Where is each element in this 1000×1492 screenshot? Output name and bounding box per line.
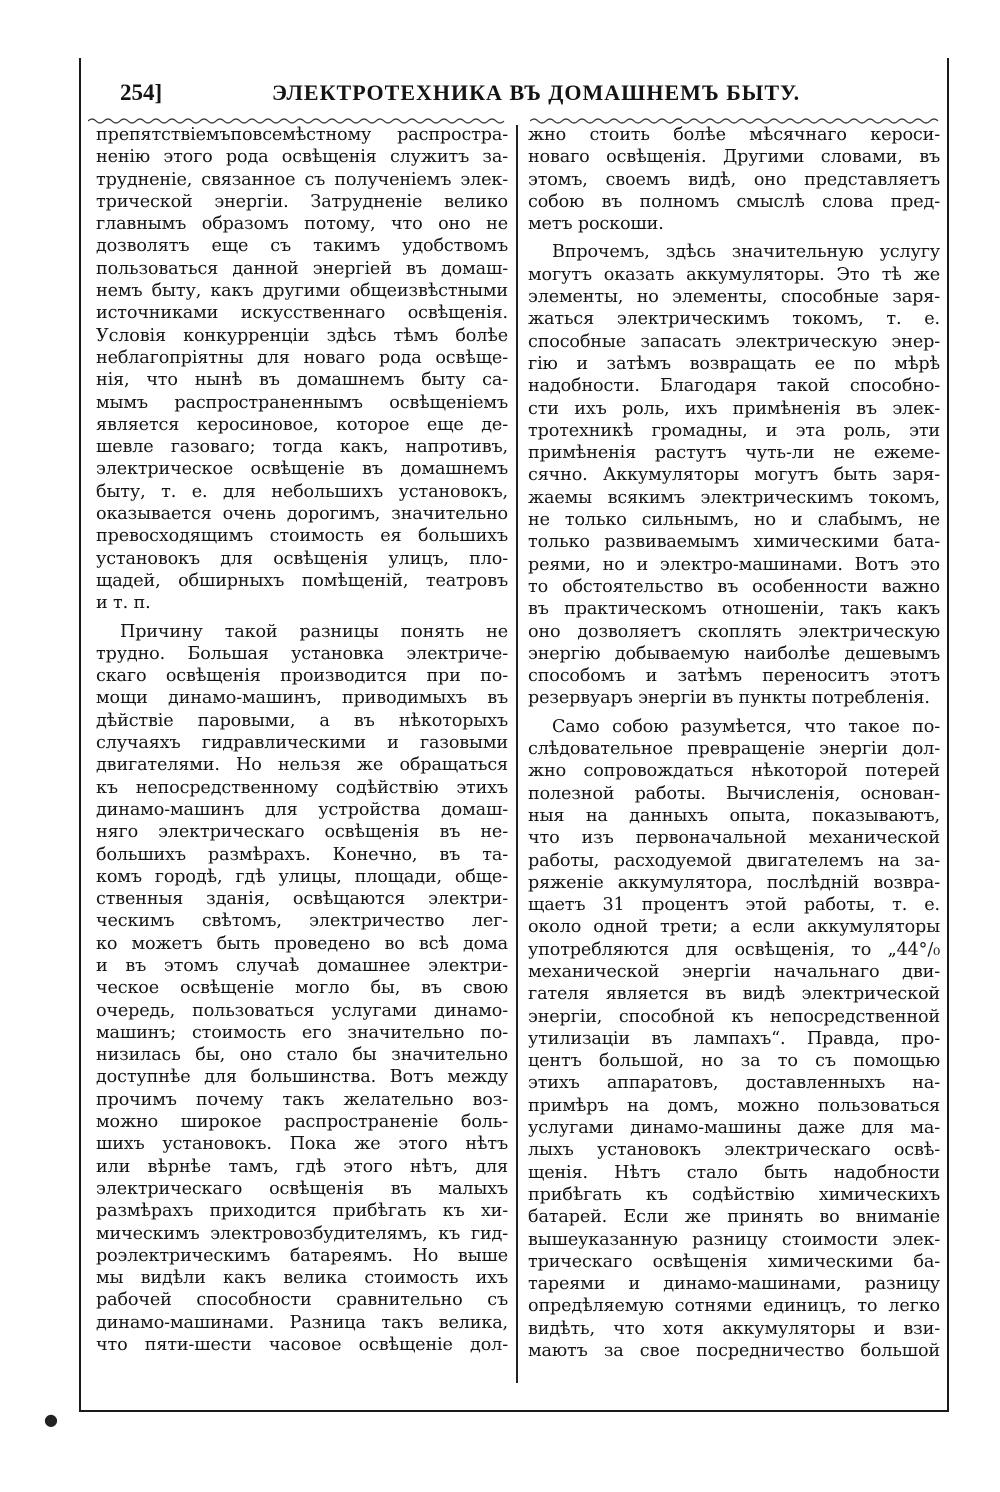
text-line: этомъ, своемъ видѣ, оно представляетъ [528,169,940,190]
text-line: прочимъ почему такъ желательно воз- [96,1089,508,1110]
text-line: Условія конкурренціи здѣсь тѣмъ болѣе [96,325,508,346]
text-line: ственныя зданія, освѣщаются электри- [96,889,508,910]
text-line: электрическаго освѣщенія въ малыхъ [96,1178,508,1199]
text-line: шевле газоваго; тогда какъ, напротивъ, [96,437,508,458]
text-line: центъ большой, но за то съ помощью [528,1051,940,1072]
text-line: услугами динамо-машины даже для ма- [528,1118,940,1139]
column-divider-rule [516,125,518,1383]
text-line: ческимъ свѣтомъ, электричество лег- [96,911,508,932]
text-line: опредѣляемую сотнями единицъ, то легко [528,1296,940,1317]
text-line: установокъ для освѣщенія улицъ, пло- [96,548,508,569]
text-line: превосходящимъ стоимость ея большихъ [96,526,508,547]
text-line: ческое освѣщеніе могло бы, въ свою [96,978,508,999]
text-line: большихъ размѣрахъ. Конечно, въ та- [96,844,508,865]
text-line: щенія. Нѣтъ стало быть надобности [528,1162,940,1183]
text-line: трудненіе, связанное съ полученіемъ элек- [96,169,508,190]
text-line: неблагопріятны для новаго рода освѣще- [96,347,508,368]
page-number: 254] [120,80,163,105]
text-line: реями, но и электро-машинами. Вотъ это [528,554,940,575]
text-line: трической энергіи. Затрудненіе велико [96,191,508,212]
text-line: употребляются для освѣщенія, то „44°/₀ [528,939,940,960]
text-line: и т. п. [96,593,151,614]
text-line: низилась бы, оно стало бы значительно [96,1045,508,1066]
text-line: Впрочемъ, здѣсь значительную услугу [552,242,940,263]
text-line: роэлектрическимъ батареямъ. Но выше [96,1245,508,1266]
text-line: няго электрическаго освѣщенія въ не- [96,822,508,843]
text-line: трудно. Большая установка электриче- [96,643,508,664]
text-line: видѣть, что хотя аккумуляторы и взи- [528,1318,940,1339]
text-line: вышеуказанную разницу стоимости элек- [528,1229,940,1250]
text-line: или вѣрнѣе тамъ, гдѣ этого нѣтъ, для [96,1156,508,1177]
text-line: то обстоятельство въ особенности важно [528,576,940,597]
text-line: щадей, обширныхъ помѣщеній, театровъ [96,570,508,591]
text-line: жно стоить болѣе мѣсячнаго кероси- [528,125,940,145]
text-line: мощи динамо-машинъ, приводимыхъ въ [96,688,508,709]
text-line: комъ городѣ, гдѣ улицы, площади, обще- [96,866,508,887]
text-line: этихъ аппаратовъ, доставленныхъ на- [528,1073,940,1094]
text-line: электрическое освѣщеніе въ домашнемъ [96,459,508,480]
text-line: Причину такой разницы понять не [120,621,508,642]
text-line: въ практическомъ отношеніи, такъ какъ [528,599,940,620]
text-line: мымъ распространеннымъ освѣщеніемъ [96,392,508,413]
text-line: скаго освѣщенія производится при по- [96,666,508,687]
text-line: что изъ первоначальной механической [528,828,940,849]
text-line: быту, т. е. для небольшихъ установокъ, [96,481,508,502]
page-frame-left-rule [79,58,81,1412]
text-line: сти ихъ роль, ихъ примѣненія въ элек- [528,398,940,419]
left-text-column [96,124,508,1356]
text-line: немъ быту, какъ другими общеизвѣстными [96,281,508,302]
text-line: не только сильнымъ, но и слабымъ, не [528,510,940,531]
text-line: двигателями. Но нельзя же обращаться [96,755,508,776]
text-line: гателя является въ видѣ электрической [528,984,940,1005]
text-line: доступнѣе для большинства. Вотъ между [96,1067,508,1088]
text-line: около одной трети; а если аккумуляторы [528,917,940,938]
text-line: примѣръ на домъ, можно пользоваться [528,1095,940,1116]
margin-ink-mark: ● [44,1410,58,1429]
text-line: можно широкое распространеніе боль- [96,1112,508,1133]
text-line: способные запасать электрическую энер- [528,331,940,352]
text-line: жаемы всякимъ электрическимъ токомъ, [528,487,940,508]
text-line: собою въ полномъ смыслѣ слова пред- [528,191,940,212]
right-text-column [528,124,940,1362]
text-line: батарей. Если же принять во вниманіе [528,1207,940,1228]
text-line: тареями и динамо-машинами, разницу [528,1274,940,1295]
text-line: ненію этого рода освѣщенія служитъ за- [96,147,508,168]
text-line: ко можетъ быть проведено во всѣ дома [96,933,508,954]
text-line: главнымъ образомъ потому, что оно не [96,214,508,235]
text-line: пользоваться данной энергіей въ домаш- [96,258,508,279]
text-line: могутъ оказать аккумуляторы. Это тѣ же [528,264,940,285]
text-line: метъ роскоши. [528,214,664,235]
text-line: источниками искусственнаго освѣщенія. [96,303,508,324]
text-line: сячно. Аккумуляторы могутъ быть заря- [528,465,940,486]
text-line: къ непосредственному содѣйствію этихъ [96,777,508,798]
text-line: Само собою разумѣется, что такое по- [552,716,940,737]
text-line: динамо-машинъ для устройства домаш- [96,799,508,820]
text-line: случаяхъ гидравлическими и газовыми [96,733,508,754]
text-line: маютъ за свое посредничество большой [528,1341,940,1362]
text-line: лыхъ установокъ электрическаго освѣ- [528,1140,940,1161]
text-line: тротехникѣ громадны, и эта роль, эти [528,420,940,441]
text-line: машинъ; стоимость его значительно по- [96,1022,508,1043]
text-line: очередь, пользоваться услугами динамо- [96,1000,508,1021]
text-line: оно дозволяетъ скоплять электрическую [528,621,940,642]
text-line: полезной работы. Вычисленія, основан- [528,783,940,804]
text-line: прибѣгать къ содѣйствію химическихъ [528,1184,940,1205]
text-line: мическимъ электровозбудителямъ, къ гид- [96,1223,508,1244]
text-line: жаться электрическимъ токомъ, т. е. [528,309,940,330]
text-line: надобности. Благодаря такой способно- [528,376,940,397]
text-line: нія, что нынѣ въ домашнемъ быту са- [96,370,508,391]
page-frame-right-rule [947,58,949,1412]
text-line: дѣйствіе паровыми, а въ нѣкоторыхъ [96,710,508,731]
text-line: щаетъ 31 процентъ этой работы, т. е. [528,895,940,916]
page-header [86,80,940,114]
text-line: работы, расходуемой двигателемъ на за- [528,850,940,871]
text-line: дозволятъ еще съ такимъ удобствомъ [96,236,508,257]
text-line: динамо-машинами. Разница такъ велика, [96,1312,508,1333]
text-line: слѣдовательное превращеніе энергіи дол- [528,739,940,760]
text-line: механической энергіи начальнаго дви- [528,961,940,982]
text-line: резервуаръ энергіи въ пункты потребленія. [528,688,930,709]
text-line: способомъ и затѣмъ переноситъ этотъ [528,666,940,687]
text-line: жно сопровождаться нѣкоторой потерей [528,761,940,782]
running-head-title: ЭЛЕКТРОТЕХНИКА ВЪ ДОМАШНЕМЪ БЫТУ. [272,80,801,105]
text-line: только развиваемымъ химическими бата- [528,532,940,553]
text-line: размѣрахъ приходится прибѣгать къ хи- [96,1201,508,1222]
text-line: энергіи, способной къ непосредственной [528,1006,940,1027]
text-line: элементы, но элементы, способные заря- [528,287,940,308]
page-frame-bottom-rule [79,1410,949,1412]
text-line: рабочей способности сравнительно съ [96,1290,508,1311]
text-line: новаго освѣщенія. Другими словами, въ [528,147,940,168]
text-line: примѣненія растутъ чуть-ли не ежеме- [528,443,940,464]
text-line: энергію добываемую наиболѣе дешевымъ [528,643,940,664]
text-line: шихъ установокъ. Пока же этого нѣтъ [96,1134,508,1155]
text-line: трическаго освѣщенія химическими ба- [528,1251,940,1272]
text-line: препятствіемъповсемѣстному распростра- [96,125,508,145]
text-line: утилизаціи въ лампахъ“. Правда, про- [528,1028,940,1049]
text-line: что пяти-шести часовое освѣщеніе дол- [96,1335,508,1356]
text-line: ряженіе аккумулятора, послѣдній возвра- [528,872,940,893]
text-line: ныя на данныхъ опыта, показываютъ, [528,805,940,826]
text-line: гію и затѣмъ возвращать ее по мѣрѣ [528,353,940,374]
text-line: и въ этомъ случаѣ домашнее электри- [96,955,508,976]
text-line: является керосиновое, которое еще де- [96,414,508,435]
text-line: оказывается очень дорогимъ, значительно [96,504,508,525]
text-line: мы видѣли какъ велика стоимость ихъ [96,1268,508,1289]
